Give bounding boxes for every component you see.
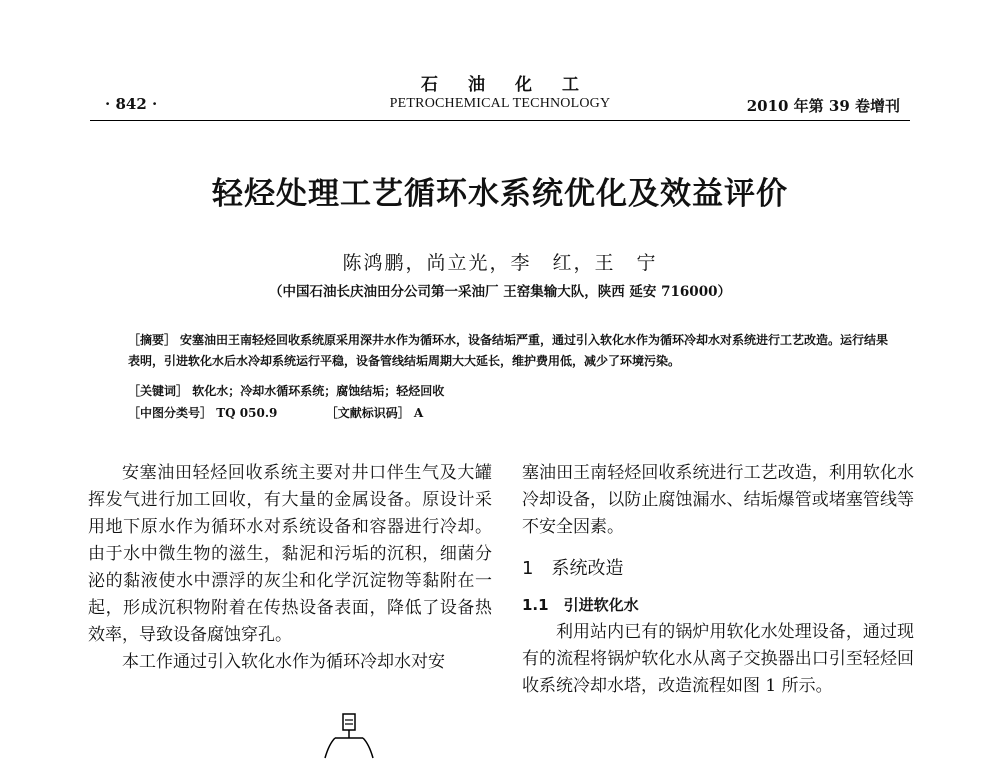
doc-code-label: ［文献标识码］ <box>325 406 410 420</box>
body-paragraph: 塞油田王南轻烃回收系统进行工艺改造，利用软化水冷却设备，以防止腐蚀漏水、结垢爆管或堵塞管线等不安全因素。 <box>522 463 914 537</box>
keywords <box>128 382 444 399</box>
body-paragraph: 利用站内已有的锅炉用软化水处理设备，通过现有的流程将锅炉软化水从离子交换器出口引至轻烃回收系统冷却水塔，改造流程如图 1 所示。 <box>522 622 914 696</box>
doc-code: A <box>413 406 424 420</box>
article-title: 轻烃处理工艺循环水系统优化及效益评价 <box>212 176 788 212</box>
body-left-column <box>88 460 492 676</box>
keywords-label: ［关键词］ <box>128 384 189 398</box>
body-paragraph: 本工作通过引入软化水作为循环冷却水对安 <box>122 652 445 672</box>
section-heading: 1 系统改造 <box>522 558 624 579</box>
class-label: ［中图分类号］ <box>128 406 213 420</box>
body-paragraph: 安塞油田轻烃回收系统主要对井口伴生气及大罐挥发气进行加工回收，有大量的金属设备。原设计采用地下原水作为循环水对系统设备和容器进行冷却。由于水中微生物的滋生，黏泥和污垢的沉积，细菌分泌的黏液使水中漂浮的灰尘和化学沉淀物等黏附在一起，形成沉积物附着在传热设备表面，降低了设备热效率，导致设备腐蚀穿孔。 <box>88 463 492 645</box>
affiliation: （中国石油长庆油田分公司第一采油厂 王窑集输大队，陕西 延安 716000） <box>269 284 731 300</box>
volume-info: 2010 年第 39 卷增刊 <box>746 97 900 115</box>
journal-name-cn: 石油化工 <box>421 75 609 95</box>
classification <box>128 404 423 421</box>
keywords-text: 软化水；冷却水循环系统；腐蚀结垢；轻烃回收 <box>192 384 445 398</box>
body-right-column <box>522 460 914 700</box>
header-rule <box>90 120 910 121</box>
subsection-heading: 1.1 引进软化水 <box>522 596 639 614</box>
class-number: TQ 050.9 <box>216 406 278 420</box>
figure-flow-diagram <box>315 712 385 760</box>
journal-name-en: PETROCHEMICAL TECHNOLOGY <box>389 96 611 111</box>
author-list: 陈鸿鹏，尚立光，李 红，王 宁 <box>342 252 658 274</box>
abstract-text: 安塞油田王南轻烃回收系统原采用深井水作为循环水，设备结垢严重，通过引入软化水作为循环冷却水对系统进行工艺改造。运行结果表明，引进软化水后水冷却系统运行平稳，设备管线结垢周期大大延长，维护费用低，减少了环境污染。 <box>128 333 889 368</box>
page-number: · 842 · <box>105 95 158 113</box>
figure-valve-box <box>343 714 355 730</box>
abstract-label: ［摘要］ <box>128 333 177 347</box>
abstract <box>128 330 898 372</box>
